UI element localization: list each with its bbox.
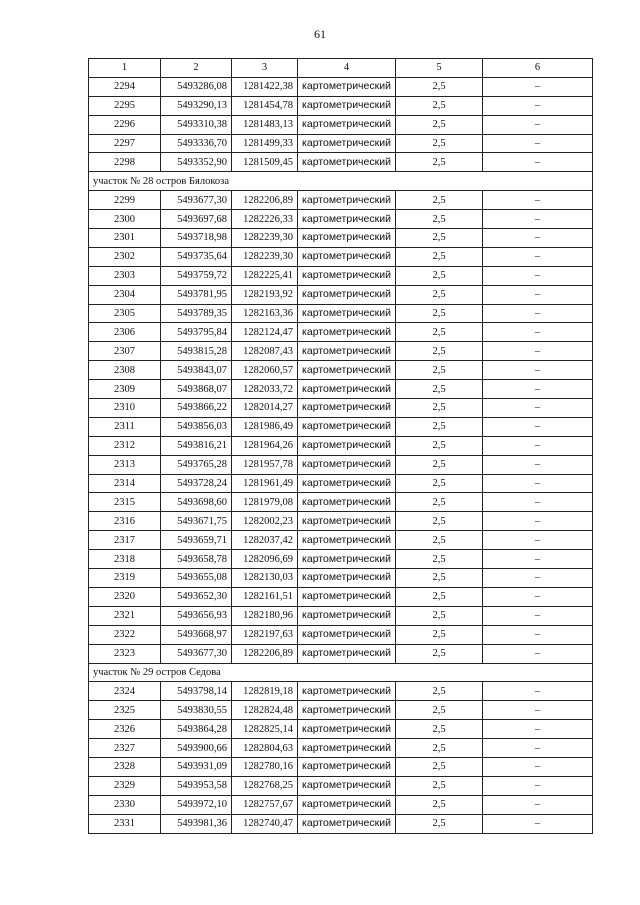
y-coordinate-cell: 1282768,25 [232,776,298,795]
section-row [89,663,593,682]
y-coordinate-cell: 1282124,47 [232,323,298,342]
y-coordinate-cell: 1282014,27 [232,399,298,418]
y-coordinate-cell: 1282757,67 [232,795,298,814]
y-coordinate-cell: 1282130,03 [232,569,298,588]
method-cell: картометрический [298,323,396,342]
table-row [89,587,593,606]
note-cell: – [483,266,593,285]
accuracy-cell: 2,5 [396,625,483,644]
y-coordinate-cell: 1281509,45 [232,153,298,172]
x-coordinate-cell: 5493795,84 [161,323,232,342]
method-cell: картометрический [298,720,396,739]
note-cell: – [483,342,593,361]
y-coordinate-cell: 1282206,89 [232,644,298,663]
x-coordinate-cell: 5493336,70 [161,134,232,153]
accuracy-cell: 2,5 [396,720,483,739]
accuracy-cell: 2,5 [396,399,483,418]
point-number-cell: 2319 [89,569,161,588]
x-coordinate-cell: 5493864,28 [161,720,232,739]
point-number-cell: 2309 [89,380,161,399]
accuracy-cell: 2,5 [396,191,483,210]
x-coordinate-cell: 5493759,72 [161,266,232,285]
point-number-cell: 2318 [89,550,161,569]
note-cell: – [483,96,593,115]
accuracy-cell: 2,5 [396,115,483,134]
note-cell: – [483,210,593,229]
table-row [89,191,593,210]
point-number-cell: 2329 [89,776,161,795]
section-heading: участок № 29 остров Седова [89,663,593,682]
note-cell: – [483,739,593,758]
table-row [89,96,593,115]
y-coordinate-cell: 1282819,18 [232,682,298,701]
accuracy-cell: 2,5 [396,606,483,625]
x-coordinate-cell: 5493798,14 [161,682,232,701]
column-header: 1 [89,59,161,78]
point-number-cell: 2305 [89,304,161,323]
point-number-cell: 2307 [89,342,161,361]
x-coordinate-cell: 5493981,36 [161,814,232,833]
point-number-cell: 2321 [89,606,161,625]
table-row [89,153,593,172]
table-row [89,493,593,512]
x-coordinate-cell: 5493830,55 [161,701,232,720]
method-cell: картометрический [298,210,396,229]
y-coordinate-cell: 1282087,43 [232,342,298,361]
accuracy-cell: 2,5 [396,153,483,172]
accuracy-cell: 2,5 [396,757,483,776]
note-cell: – [483,474,593,493]
method-cell: картометрический [298,115,396,134]
x-coordinate-cell: 5493900,66 [161,739,232,758]
accuracy-cell: 2,5 [396,795,483,814]
point-number-cell: 2304 [89,285,161,304]
section-row [89,172,593,191]
point-number-cell: 2310 [89,399,161,418]
method-cell: картометрический [298,625,396,644]
x-coordinate-cell: 5493697,68 [161,210,232,229]
y-coordinate-cell: 1281964,26 [232,436,298,455]
method-cell: картометрический [298,682,396,701]
y-coordinate-cell: 1281986,49 [232,417,298,436]
table-row [89,455,593,474]
method-cell: картометрический [298,247,396,266]
table-row [89,436,593,455]
y-coordinate-cell: 1282060,57 [232,361,298,380]
table-row [89,304,593,323]
method-cell: картометрический [298,795,396,814]
note-cell: – [483,625,593,644]
note-cell: – [483,399,593,418]
note-cell: – [483,323,593,342]
method-cell: картометрический [298,436,396,455]
point-number-cell: 2298 [89,153,161,172]
table-row [89,776,593,795]
method-cell: картометрический [298,814,396,833]
table-row [89,682,593,701]
y-coordinate-cell: 1282193,92 [232,285,298,304]
method-cell: картометрический [298,587,396,606]
accuracy-cell: 2,5 [396,266,483,285]
note-cell: – [483,776,593,795]
note-cell: – [483,757,593,776]
accuracy-cell: 2,5 [396,474,483,493]
table-row [89,569,593,588]
note-cell: – [483,229,593,248]
accuracy-cell: 2,5 [396,776,483,795]
accuracy-cell: 2,5 [396,361,483,380]
table-row [89,134,593,153]
accuracy-cell: 2,5 [396,814,483,833]
y-coordinate-cell: 1281961,49 [232,474,298,493]
method-cell: картометрический [298,361,396,380]
y-coordinate-cell: 1282161,51 [232,587,298,606]
accuracy-cell: 2,5 [396,247,483,266]
note-cell: – [483,550,593,569]
table-row [89,606,593,625]
note-cell: – [483,531,593,550]
point-number-cell: 2326 [89,720,161,739]
accuracy-cell: 2,5 [396,304,483,323]
method-cell: картометрический [298,739,396,758]
accuracy-cell: 2,5 [396,210,483,229]
y-coordinate-cell: 1282206,89 [232,191,298,210]
accuracy-cell: 2,5 [396,436,483,455]
note-cell: – [483,191,593,210]
y-coordinate-cell: 1282033,72 [232,380,298,399]
note-cell: – [483,134,593,153]
accuracy-cell: 2,5 [396,96,483,115]
x-coordinate-cell: 5493310,38 [161,115,232,134]
x-coordinate-cell: 5493290,13 [161,96,232,115]
point-number-cell: 2301 [89,229,161,248]
note-cell: – [483,380,593,399]
x-coordinate-cell: 5493671,75 [161,512,232,531]
y-coordinate-cell: 1282037,42 [232,531,298,550]
accuracy-cell: 2,5 [396,569,483,588]
x-coordinate-cell: 5493765,28 [161,455,232,474]
table-row [89,115,593,134]
y-coordinate-cell: 1282239,30 [232,247,298,266]
method-cell: картометрический [298,229,396,248]
y-coordinate-cell: 1282180,96 [232,606,298,625]
note-cell: – [483,701,593,720]
note-cell: – [483,115,593,134]
note-cell: – [483,587,593,606]
method-cell: картометрический [298,96,396,115]
y-coordinate-cell: 1282163,36 [232,304,298,323]
table-row [89,739,593,758]
coordinates-table [88,58,593,834]
column-header: 4 [298,59,396,78]
point-number-cell: 2328 [89,757,161,776]
note-cell: – [483,795,593,814]
table-row [89,266,593,285]
accuracy-cell: 2,5 [396,342,483,361]
method-cell: картометрический [298,266,396,285]
x-coordinate-cell: 5493856,03 [161,417,232,436]
x-coordinate-cell: 5493698,60 [161,493,232,512]
note-cell: – [483,814,593,833]
y-coordinate-cell: 1281422,38 [232,77,298,96]
table-row [89,323,593,342]
note-cell: – [483,285,593,304]
y-coordinate-cell: 1282740,47 [232,814,298,833]
table-row [89,380,593,399]
x-coordinate-cell: 5493843,07 [161,361,232,380]
x-coordinate-cell: 5493781,95 [161,285,232,304]
note-cell: – [483,493,593,512]
method-cell: картометрический [298,474,396,493]
point-number-cell: 2308 [89,361,161,380]
note-cell: – [483,361,593,380]
method-cell: картометрический [298,455,396,474]
point-number-cell: 2297 [89,134,161,153]
method-cell: картометрический [298,191,396,210]
accuracy-cell: 2,5 [396,739,483,758]
point-number-cell: 2312 [89,436,161,455]
point-number-cell: 2325 [89,701,161,720]
table-row [89,210,593,229]
table-row [89,625,593,644]
point-number-cell: 2322 [89,625,161,644]
table-row [89,720,593,739]
x-coordinate-cell: 5493652,30 [161,587,232,606]
point-number-cell: 2317 [89,531,161,550]
y-coordinate-cell: 1282239,30 [232,229,298,248]
table-row [89,342,593,361]
x-coordinate-cell: 5493658,78 [161,550,232,569]
table-row [89,512,593,531]
y-coordinate-cell: 1281454,78 [232,96,298,115]
y-coordinate-cell: 1281499,33 [232,134,298,153]
point-number-cell: 2316 [89,512,161,531]
point-number-cell: 2324 [89,682,161,701]
point-number-cell: 2327 [89,739,161,758]
point-number-cell: 2311 [89,417,161,436]
table-body [89,77,593,833]
accuracy-cell: 2,5 [396,682,483,701]
note-cell: – [483,304,593,323]
point-number-cell: 2294 [89,77,161,96]
point-number-cell: 2315 [89,493,161,512]
method-cell: картометрический [298,493,396,512]
x-coordinate-cell: 5493677,30 [161,191,232,210]
note-cell: – [483,417,593,436]
point-number-cell: 2300 [89,210,161,229]
table-row [89,814,593,833]
table-row [89,474,593,493]
y-coordinate-cell: 1282825,14 [232,720,298,739]
x-coordinate-cell: 5493972,10 [161,795,232,814]
note-cell: – [483,455,593,474]
point-number-cell: 2323 [89,644,161,663]
table-row [89,77,593,96]
accuracy-cell: 2,5 [396,134,483,153]
point-number-cell: 2314 [89,474,161,493]
point-number-cell: 2296 [89,115,161,134]
table-row [89,417,593,436]
method-cell: картометрический [298,701,396,720]
y-coordinate-cell: 1281957,78 [232,455,298,474]
accuracy-cell: 2,5 [396,701,483,720]
method-cell: картометрический [298,644,396,663]
table-row [89,644,593,663]
x-coordinate-cell: 5493656,93 [161,606,232,625]
table-row [89,285,593,304]
method-cell: картометрический [298,569,396,588]
x-coordinate-cell: 5493866,22 [161,399,232,418]
note-cell: – [483,644,593,663]
y-coordinate-cell: 1281979,08 [232,493,298,512]
note-cell: – [483,247,593,266]
accuracy-cell: 2,5 [396,323,483,342]
x-coordinate-cell: 5493953,58 [161,776,232,795]
note-cell: – [483,436,593,455]
table-row [89,795,593,814]
note-cell: – [483,682,593,701]
note-cell: – [483,606,593,625]
y-coordinate-cell: 1282197,63 [232,625,298,644]
point-number-cell: 2302 [89,247,161,266]
table-row [89,399,593,418]
point-number-cell: 2295 [89,96,161,115]
x-coordinate-cell: 5493352,90 [161,153,232,172]
method-cell: картометрический [298,153,396,172]
column-header: 5 [396,59,483,78]
method-cell: картометрический [298,606,396,625]
accuracy-cell: 2,5 [396,493,483,512]
accuracy-cell: 2,5 [396,380,483,399]
method-cell: картометрический [298,550,396,569]
method-cell: картометрический [298,304,396,323]
point-number-cell: 2313 [89,455,161,474]
method-cell: картометрический [298,417,396,436]
table-row [89,247,593,266]
point-number-cell: 2330 [89,795,161,814]
method-cell: картометрический [298,342,396,361]
x-coordinate-cell: 5493677,30 [161,644,232,663]
accuracy-cell: 2,5 [396,512,483,531]
x-coordinate-cell: 5493789,35 [161,304,232,323]
accuracy-cell: 2,5 [396,229,483,248]
accuracy-cell: 2,5 [396,417,483,436]
column-header: 6 [483,59,593,78]
x-coordinate-cell: 5493816,21 [161,436,232,455]
point-number-cell: 2299 [89,191,161,210]
method-cell: картометрический [298,285,396,304]
x-coordinate-cell: 5493815,28 [161,342,232,361]
y-coordinate-cell: 1282225,41 [232,266,298,285]
x-coordinate-cell: 5493868,07 [161,380,232,399]
method-cell: картометрический [298,512,396,531]
method-cell: картометрический [298,380,396,399]
x-coordinate-cell: 5493718,98 [161,229,232,248]
note-cell: – [483,77,593,96]
x-coordinate-cell: 5493286,08 [161,77,232,96]
accuracy-cell: 2,5 [396,77,483,96]
y-coordinate-cell: 1282804,63 [232,739,298,758]
y-coordinate-cell: 1282226,33 [232,210,298,229]
section-heading: участок № 28 остров Бялокоза [89,172,593,191]
x-coordinate-cell: 5493668,97 [161,625,232,644]
table-header-row [89,59,593,78]
method-cell: картометрический [298,134,396,153]
x-coordinate-cell: 5493931,09 [161,757,232,776]
accuracy-cell: 2,5 [396,644,483,663]
x-coordinate-cell: 5493655,08 [161,569,232,588]
method-cell: картометрический [298,776,396,795]
accuracy-cell: 2,5 [396,455,483,474]
note-cell: – [483,512,593,531]
y-coordinate-cell: 1282096,69 [232,550,298,569]
method-cell: картометрический [298,531,396,550]
accuracy-cell: 2,5 [396,285,483,304]
point-number-cell: 2306 [89,323,161,342]
y-coordinate-cell: 1282002,23 [232,512,298,531]
method-cell: картометрический [298,757,396,776]
note-cell: – [483,569,593,588]
accuracy-cell: 2,5 [396,550,483,569]
table-row [89,361,593,380]
point-number-cell: 2303 [89,266,161,285]
y-coordinate-cell: 1282780,16 [232,757,298,776]
table-row [89,531,593,550]
page-number: 61 [314,27,326,41]
note-cell: – [483,720,593,739]
accuracy-cell: 2,5 [396,587,483,606]
x-coordinate-cell: 5493735,64 [161,247,232,266]
column-header: 3 [232,59,298,78]
method-cell: картометрический [298,77,396,96]
method-cell: картометрический [298,399,396,418]
note-cell: – [483,153,593,172]
point-number-cell: 2320 [89,587,161,606]
point-number-cell: 2331 [89,814,161,833]
table-row [89,229,593,248]
accuracy-cell: 2,5 [396,531,483,550]
column-header: 2 [161,59,232,78]
y-coordinate-cell: 1282824,48 [232,701,298,720]
x-coordinate-cell: 5493659,71 [161,531,232,550]
y-coordinate-cell: 1281483,13 [232,115,298,134]
x-coordinate-cell: 5493728,24 [161,474,232,493]
table-row [89,757,593,776]
table-row [89,550,593,569]
table-row [89,701,593,720]
